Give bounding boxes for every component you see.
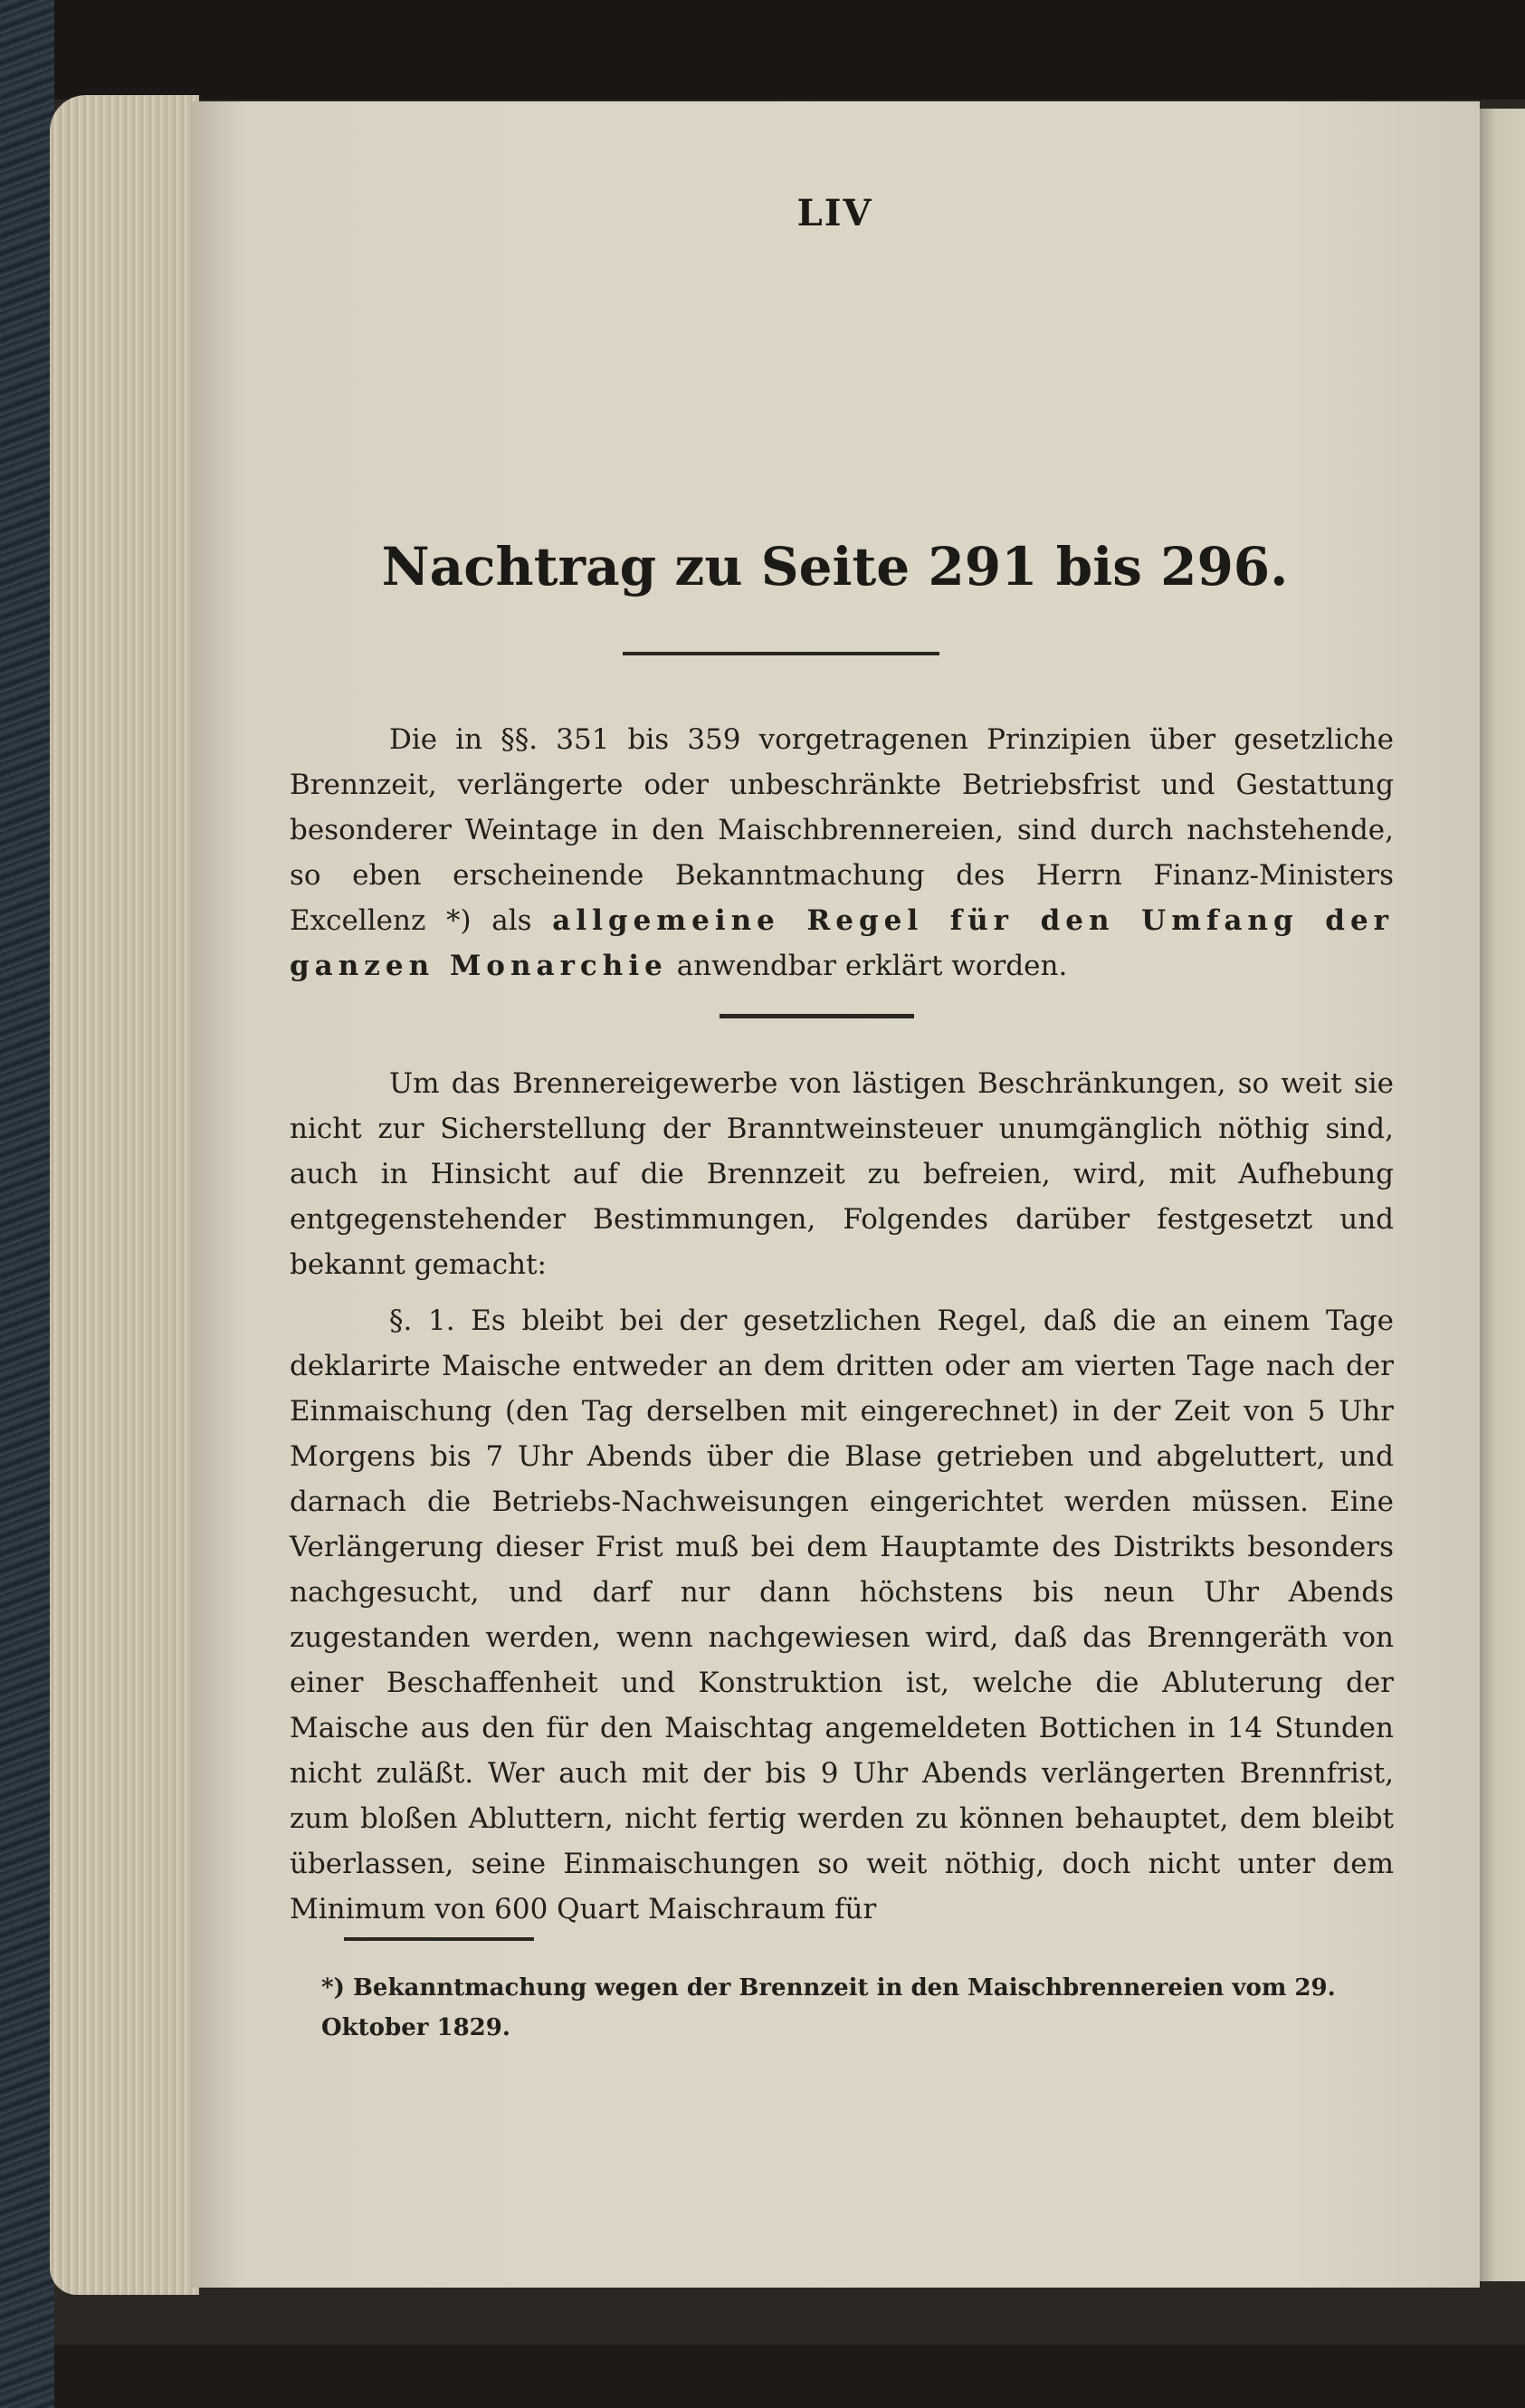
intro-text: Die in §§. 351 bis 359 vorgetragenen Prinzipien über gesetzliche Brennzeit, verlängerte oder unbeschränkte Betriebsfrist und Gestattung besonderer Weintage in den Maischbrennereien, sind durch nachstehende, so eben erscheinende Bekanntmachung des Herrn Finanz-Ministers Excellenz *) als <box>290 723 1394 937</box>
body-paragraph-1: Um das Brennereigewerbe von lästigen Beschränkungen, so weit sie nicht zur Sicherstellung der Branntweinsteuer unumgänglich nöthig sind, auch in Hinsicht auf die Brennzeit zu befreien, wird, mit Aufhebung entgegenstehender Bestimmungen, Folgendes darüber festgesetzt und bekannt gemacht: <box>290 1067 1394 1281</box>
book-cover-top <box>0 0 1525 100</box>
intro-text-end: anwendbar erklärt worden. <box>676 950 1068 982</box>
intro-spaced-text: allgemeine Regel für den Umfang der ganzen Monarchie <box>290 904 1394 982</box>
book-binding <box>0 0 54 2408</box>
section-divider <box>720 1014 914 1018</box>
body-paragraph-2: §. 1. Es bleibt bei der gesetzlichen Regel, daß die an einem Tage deklarirte Maische entweder an dem dritten oder am vierten Tage nach der Einmaischung (den Tag derselben mit eingerechnet) in der Zeit von 5 Uhr Morgens bis 7 Uhr Abends über die Blase getrieben und abgeluttert, und darnach die Betriebs-Nachweisungen eingerichtet werden müssen. Eine Verlängerung dieser Frist muß bei dem Hauptamte des Distrikts besonders nachgesucht, und darf nur dann höchstens bis neun Uhr Abends zugestanden werden, wenn nachgewiesen wird, daß das Brenngeräth von einer Beschaffenheit und Konstruktion ist, welche die Abluterung der Maische aus den für den Maischtag angemeldeten Bottichen in 14 Stunden nicht zuläßt. Wer auch mit der bis 9 Uhr Abends verlängerten Brennfrist, zum bloßen Abluttern, nicht fertig werden zu können behauptet, dem bleibt überlassen, seine Einmaischungen so weit nöthig, doch nicht unter dem Minimum von 600 Quart Maischraum für <box>290 1304 1394 1925</box>
facing-page-edge <box>1477 109 1525 2281</box>
title-divider <box>623 652 939 655</box>
page-number: LIV <box>796 192 873 234</box>
section-title: Nachtrag zu Seite 291 bis 296. <box>381 536 1289 597</box>
footnote: *) Bekanntmachung wegen der Brennzeit in den Maischbrennereien vom 29. Oktober 1829. <box>321 1974 1336 2041</box>
footnote-divider <box>344 1937 534 1941</box>
book-cover-bottom <box>0 2345 1525 2408</box>
book-page <box>190 101 1480 2288</box>
page-edges <box>50 95 199 2295</box>
intro-paragraph <box>290 717 1394 989</box>
